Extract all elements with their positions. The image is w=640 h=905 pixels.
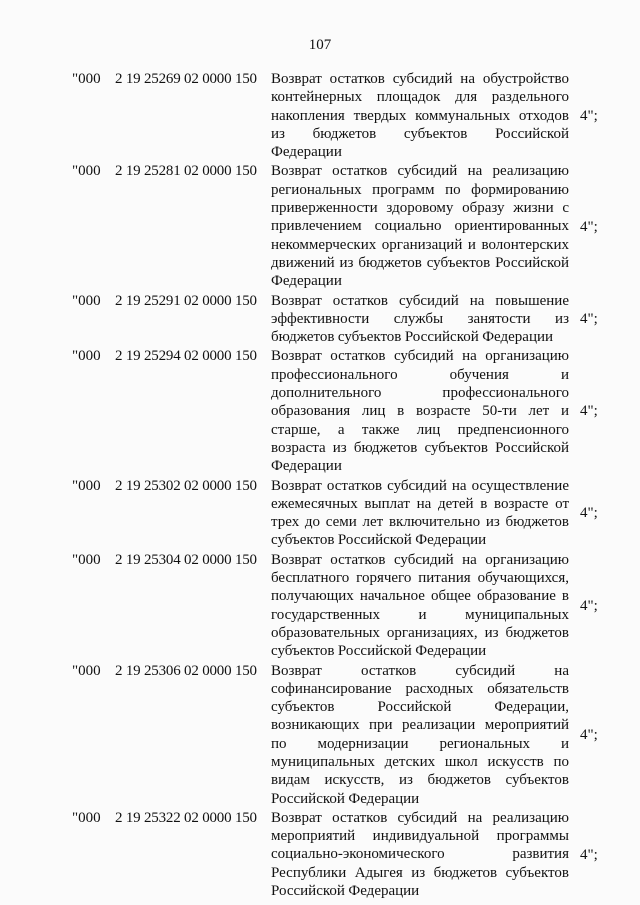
item-description: Возврат остатков субсидий на реализацию мероприятий индивидуальной программы социально-экономического развития Республики Адыгея из бюджетов субъектов Российской Федерации xyxy=(271,809,569,900)
admin-code: "000 xyxy=(72,477,101,494)
row-suffix: 4"; xyxy=(580,311,598,327)
list-item xyxy=(0,70,640,161)
item-description: Возврат остатков субсидий на организацию бесплатного горячего питания обучающихся, получающих начальное общее образование в государственных и муниципальных образовательных организациях, из бюджетов субъектов Российской Федерации xyxy=(271,551,569,660)
list-item xyxy=(0,162,640,290)
list-item xyxy=(0,809,640,900)
budget-classification-code: 2 19 25291 02 0000 150 xyxy=(115,292,257,309)
item-description: Возврат остатков субсидий на реализацию региональных программ по формированию приверженности здоровому образу жизни с привлечением социально ориентированных некоммерческих организаций и волонтерских движений из бюджетов субъектов Российской Федерации xyxy=(271,163,569,290)
admin-code: "000 xyxy=(72,71,101,87)
list-item xyxy=(0,292,640,347)
list-item xyxy=(0,551,640,661)
budget-classification-code: 2 19 25269 02 0000 150 xyxy=(115,71,257,87)
item-description: Возврат остатков субсидий на осуществление ежемесячных выплат на детей в возрасте от трех до семи лет включительно из бюджетов субъектов Российской Федерации xyxy=(271,477,569,549)
admin-code: "000 xyxy=(72,662,101,679)
budget-classification-code: 2 19 25294 02 0000 150 xyxy=(115,348,257,365)
item-description: Возврат остатков субсидий на повышение эффективности службы занятости из бюджетов субъектов Российской Федерации xyxy=(271,292,569,346)
item-description: Возврат остатков субсидий на софинансирование расходных обязательств субъектов Российской Федерации, возникающих при реализации мероприятий по модернизации региональных и муниципальных детских школ искусств по видам искусств, из бюджетов субъектов Российской Федерации xyxy=(271,662,569,807)
admin-code: "000 xyxy=(72,348,101,365)
list-item xyxy=(0,477,640,550)
budget-classification-code: 2 19 25302 02 0000 150 xyxy=(115,477,257,494)
admin-code: "000 xyxy=(72,163,101,180)
item-description: Возврат остатков субсидий на организацию профессионального обучения и дополнительного профессионального образования лиц в возрасте 50-ти лет и старше, а также лиц предпенсионного возраста из бюджетов субъектов Российской Федерации xyxy=(271,348,569,475)
row-suffix: 4"; xyxy=(580,218,598,235)
list-item xyxy=(0,662,640,808)
budget-classification-code: 2 19 25322 02 0000 150 xyxy=(115,809,257,826)
admin-code: "000 xyxy=(72,551,101,568)
admin-code: "000 xyxy=(72,809,101,826)
budget-classification-code: 2 19 25306 02 0000 150 xyxy=(115,662,257,679)
page-number: 107 xyxy=(308,37,332,53)
row-suffix: 4"; xyxy=(580,403,598,420)
budget-classification-code: 2 19 25281 02 0000 150 xyxy=(115,163,257,180)
row-suffix: 4"; xyxy=(580,597,598,614)
list-item xyxy=(0,347,640,475)
row-suffix: 4"; xyxy=(580,107,598,124)
budget-classification-code: 2 19 25304 02 0000 150 xyxy=(115,551,257,568)
row-suffix: 4"; xyxy=(580,846,598,863)
item-description: Возврат остатков субсидий на обустройство контейнерных площадок для раздельного накопления твердых коммунальных отходов из бюджетов субъектов Российской Федерации xyxy=(271,71,569,161)
admin-code: "000 xyxy=(72,292,101,309)
row-suffix: 4"; xyxy=(580,505,598,522)
row-suffix: 4"; xyxy=(580,726,598,743)
budget-code-list xyxy=(0,70,640,900)
